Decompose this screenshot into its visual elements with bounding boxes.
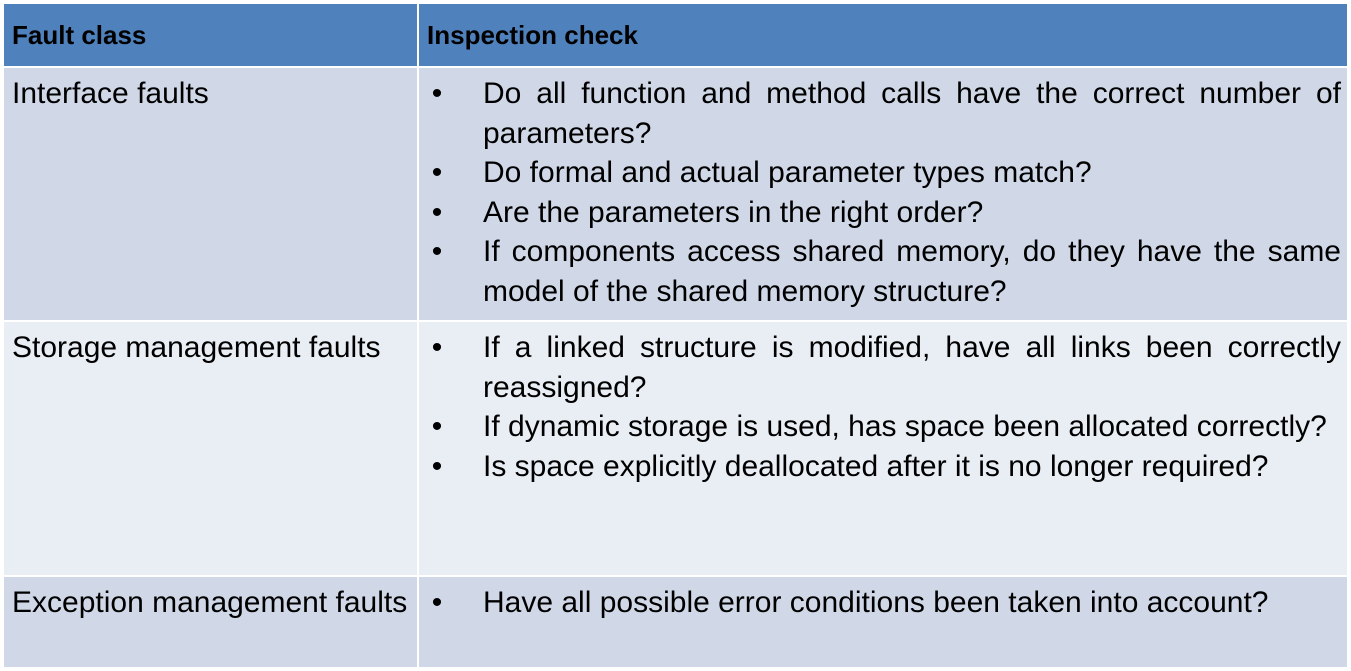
bullet-icon: • <box>431 195 443 229</box>
check-text: If a linked structure is modified, have all links been correctly reassigned? <box>483 331 1341 404</box>
fault-class-cell: Exception management faults <box>3 576 418 668</box>
fault-inspection-table <box>2 2 1349 669</box>
fault-class-cell: Storage management faults <box>3 321 418 576</box>
check-text: Is space explicitly deallocated after it is no longer required? <box>483 449 1269 483</box>
header-fault-class: Fault class <box>3 3 418 67</box>
bullet-icon: • <box>431 77 443 110</box>
check-list <box>419 322 1347 486</box>
check-list <box>419 68 1347 311</box>
bullet-icon: • <box>431 235 443 268</box>
check-item <box>419 447 1341 487</box>
check-text: Do all function and method calls have the correct number of parameters? <box>483 77 1341 150</box>
table-row <box>3 321 1348 576</box>
check-text: Are the parameters in the right order? <box>483 195 984 229</box>
bullet-icon: • <box>431 586 443 619</box>
fault-class-cell: Interface faults <box>3 67 418 321</box>
bullet-icon: • <box>431 156 443 189</box>
check-item <box>419 328 1341 407</box>
bullet-icon: • <box>431 331 443 364</box>
check-item <box>419 74 1341 153</box>
inspection-check-cell <box>418 67 1348 321</box>
check-item <box>419 583 1341 623</box>
check-list <box>419 577 1347 623</box>
check-text: If dynamic storage is used, has space been allocated correctly? <box>483 410 1327 443</box>
check-item <box>419 153 1341 193</box>
table-row <box>3 576 1348 668</box>
table-row <box>3 67 1348 321</box>
header-inspection-check: Inspection check <box>418 3 1348 67</box>
bullet-icon: • <box>431 449 443 483</box>
inspection-check-cell <box>418 576 1348 668</box>
table-header-row <box>3 3 1348 67</box>
check-text: Have all possible error conditions been taken into account? <box>483 586 1269 619</box>
check-item <box>419 407 1341 447</box>
check-text: If components access shared memory, do they have the same model of the shared memory structure? <box>483 235 1341 308</box>
check-item <box>419 232 1341 311</box>
check-item <box>419 193 1341 233</box>
bullet-icon: • <box>431 410 443 443</box>
inspection-check-cell <box>418 321 1348 576</box>
check-text: Do formal and actual parameter types match? <box>483 156 1092 189</box>
